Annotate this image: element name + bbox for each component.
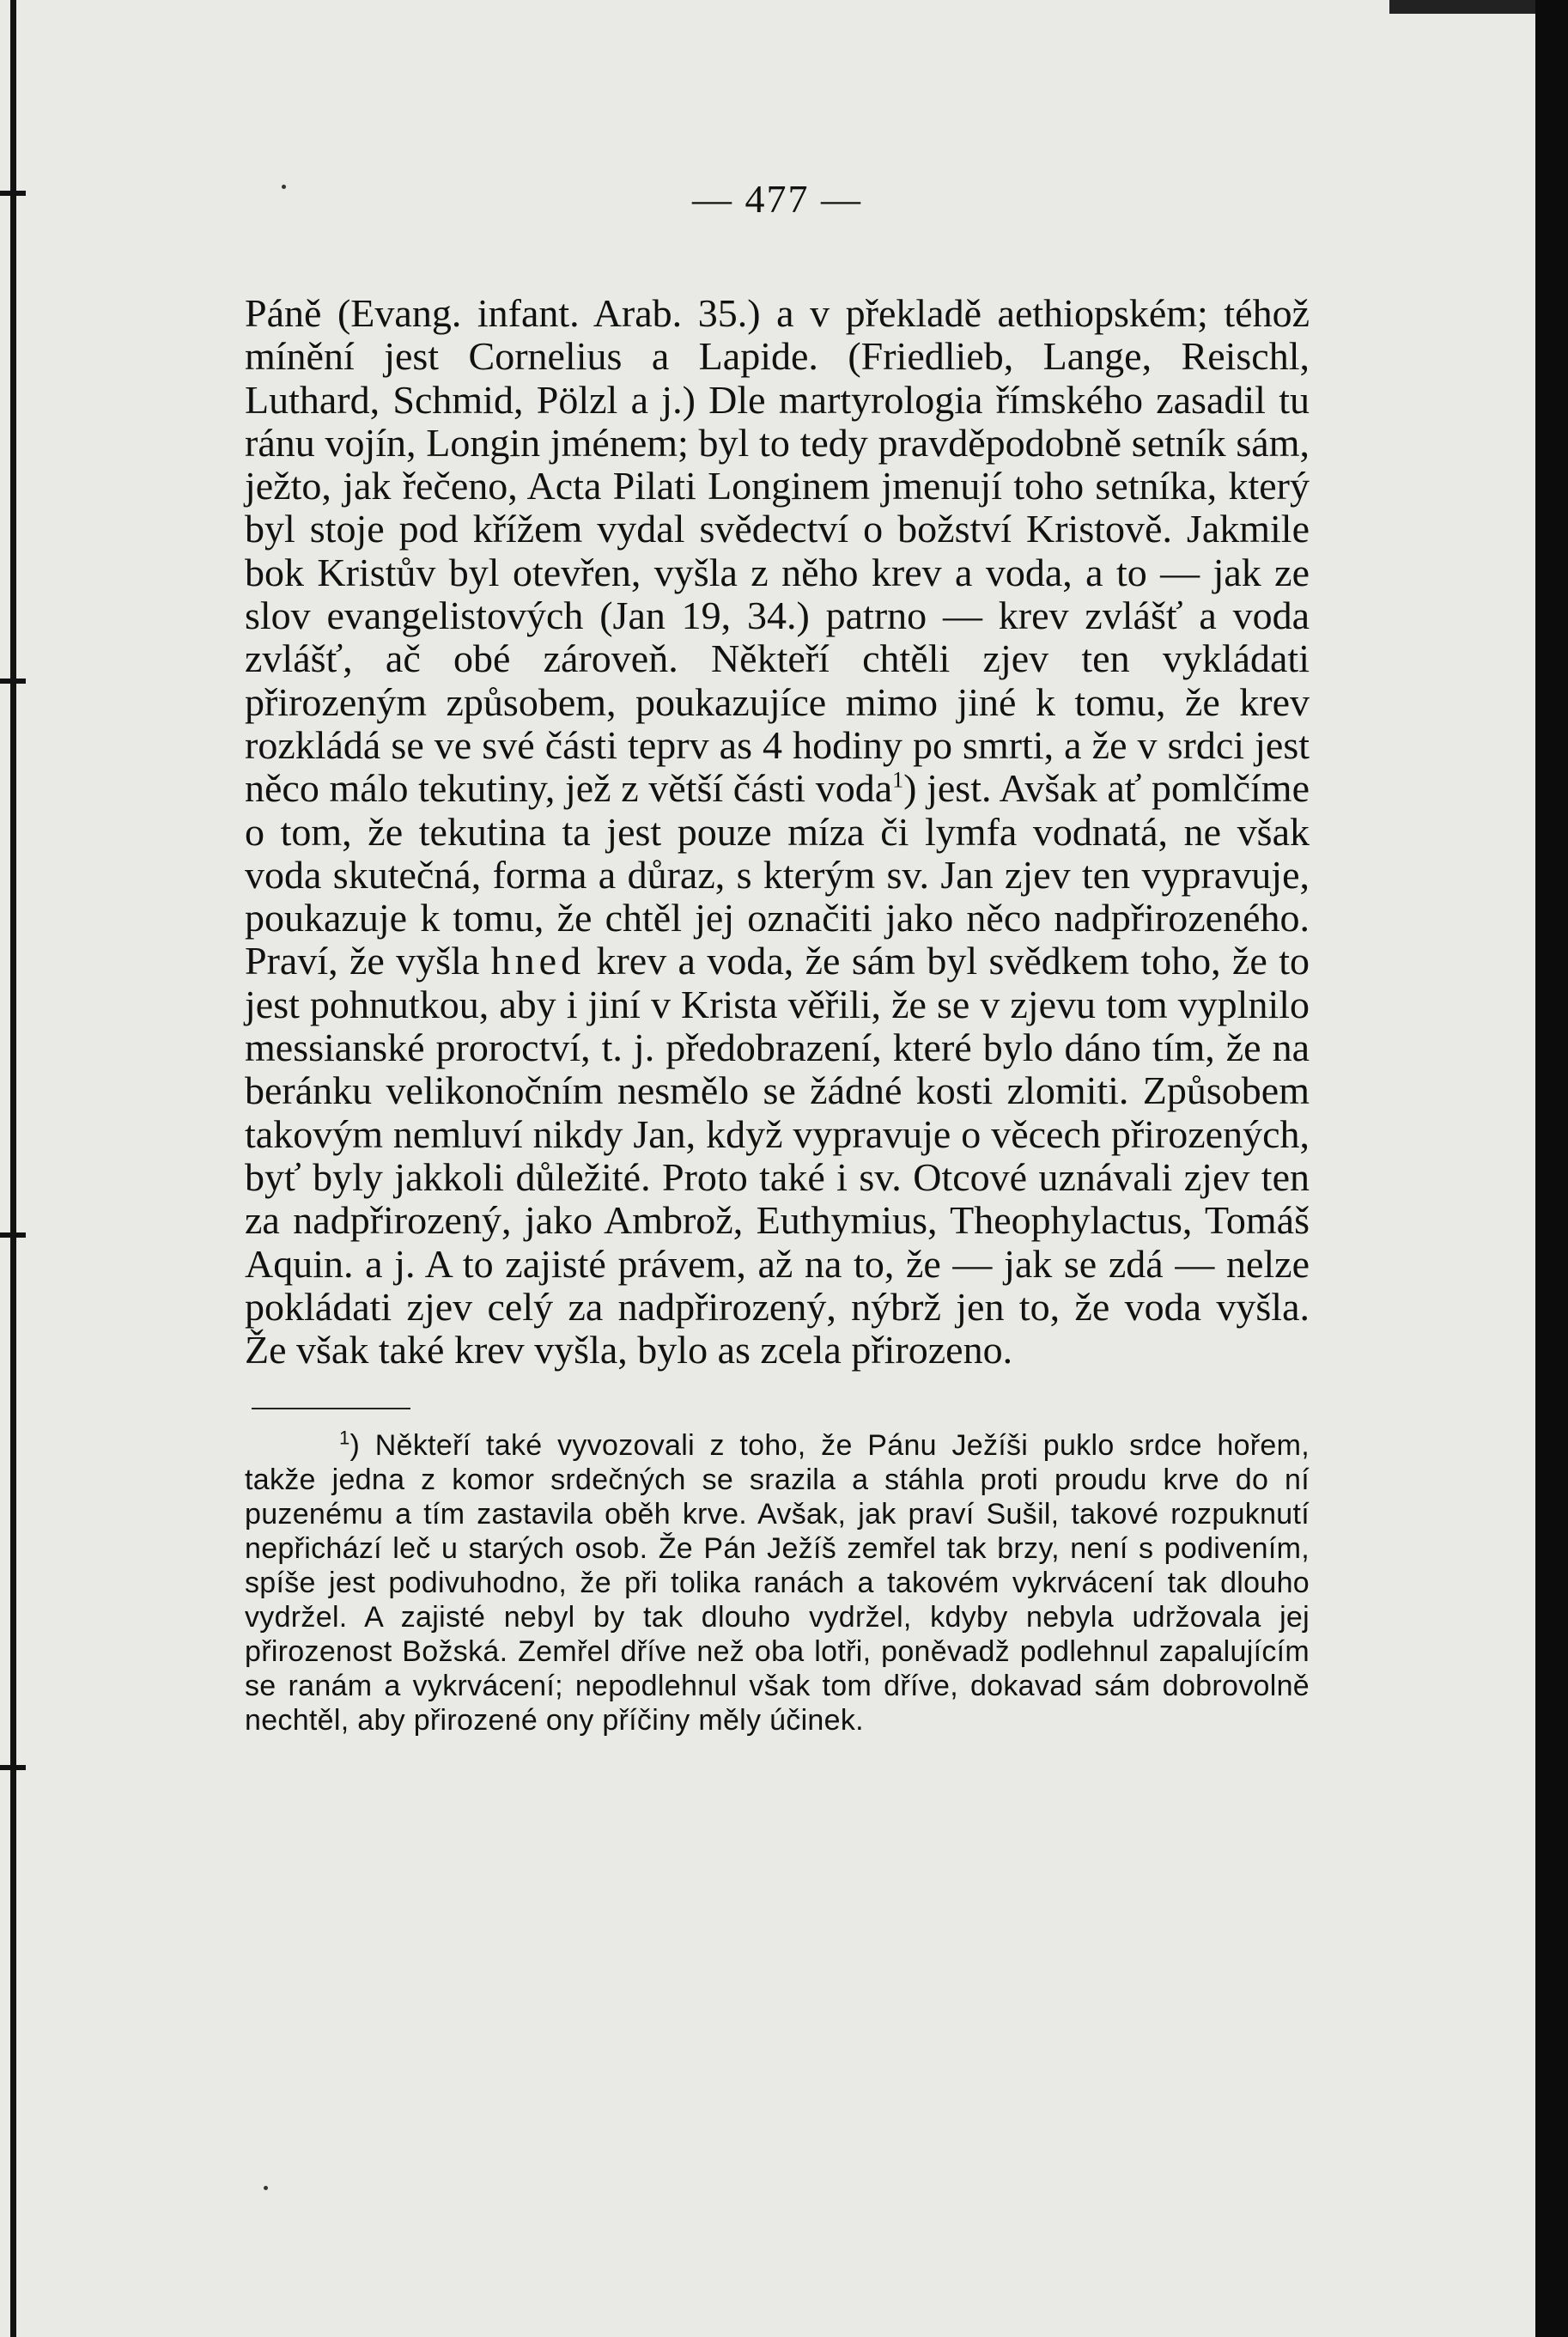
binding-mark <box>0 679 26 684</box>
scan-border-top <box>1389 0 1535 14</box>
body-paragraph <box>245 292 1310 1372</box>
emphasized-word: hned <box>490 939 586 983</box>
body-text-part-2: ) jest. Avšak ať pomlčíme o tom, že tekutina ta jest pouze míza či lymfa vodnatá, ne však voda skutečná, forma a důraz, s kterým sv. Jan zjev ten vypravuje, poukazuje k tomu, že chtěl jej označiti jako něco nadpřirozeného. Praví, že vyšla <box>245 766 1310 983</box>
footnote-marker: 1 <box>339 1427 350 1450</box>
page-number: — 477 — <box>692 177 862 221</box>
page-content <box>245 176 1310 1738</box>
footnote-separator <box>252 1408 410 1409</box>
footnote <box>245 1428 1310 1738</box>
binding-mark <box>0 1232 26 1238</box>
footnote-reference[interactable]: 1 <box>892 767 904 793</box>
scan-border-right <box>1535 0 1568 2337</box>
scan-border-left <box>10 0 16 2337</box>
binding-mark <box>0 1765 26 1770</box>
body-text-part-1: Páně (Evang. infant. Arab. 35.) a v překladě aethiopském; téhož mínění jest Cornelius a Lapide. (Friedlieb, Lange, Reischl, Luthard, Schmid, Pölzl a j.) Dle martyrologia římského zasadil tu ránu vojín, Longin jménem; byl to tedy pravděpodobně setník sám, ježto, jak řečeno, Acta Pilati Longinem jmenují toho setníka, který byl stoje pod křížem vydal svědectví o božství Kristově. Jakmile bok Kristův byl otevřen, vyšla z něho krev a voda, a to — jak ze slov evangelistových (Jan 19, 34.) patrno — krev zvlášť a voda zvlášť, ač obé zároveň. Někteří chtěli zjev ten vykládati přirozeným způsobem, poukazujíce mimo jiné k tomu, že krev rozkládá se ve své části teprv as 4 hodiny po smrti, a že v srdci jest něco málo tekutiny, jež z větší části voda <box>245 291 1310 811</box>
binding-mark <box>0 191 26 196</box>
paper-speck <box>264 2186 268 2190</box>
footnote-text: ) Někteří také vyvozovali z toho, že Pánu Ježíši puklo srdce hořem, takže jedna z komor srdečných se srazila a stáhla proti proudu krve do ní puzenému a tím zastavila oběh krve. Avšak, jak praví Sušil, takové rozpuknutí nepřichází leč u starých osob. Že Pán Ježíš zemřel tak brzy, není s podivením, spíše jest podivuhodno, že při tolika ranách a takovém vykrvácení tak dlouho vydržel. A zajisté nebyl by tak dlouho vydržel, kdyby nebyla udržovala jej přirozenost Božská. Zemřel dříve než oba lotři, poněvadž podlehnul zapalujícím se ranám a vykrvácení; nepodlehnul však tom dříve, dokavad sám dobrovolně nechtěl, aby přirozené ony příčiny měly účinek. <box>245 1429 1310 1738</box>
body-text-part-3: krev a voda, že sám byl svědkem toho, že to jest pohnutkou, aby i jiní v Krista věřili, že se v zjevu tom vyplnilo messianské proroctví, t. j. předobrazení, které bylo dáno tím, že na beránku velikonočním nesmělo se žádné kosti zlomiti. Způsobem takovým nemluví nikdy Jan, když vypravuje o věcech přirozených, byť byly jakkoli důležité. Proto také i sv. Otcové uznávali zjev ten za nadpřirozený, jako Ambrož, Euthymius, Theophylactus, Tomáš Aquin. a j. A to zajisté právem, až na to, že — jak se zdá — nelze pokládati zjev celý za nadpřirozený, nýbrž jen to, že voda vyšla. Že však také krev vyšla, bylo as zcela přirozeno. <box>245 939 1310 1372</box>
